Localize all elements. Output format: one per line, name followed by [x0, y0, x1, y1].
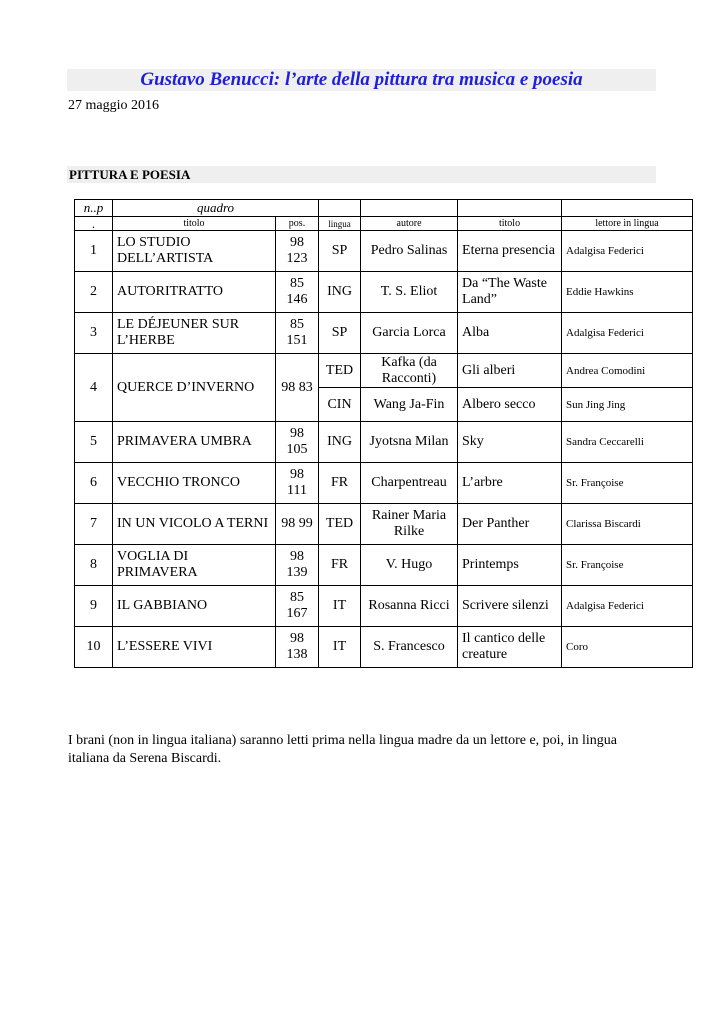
header-np: n..p [75, 200, 113, 217]
row-number: 7 [75, 504, 113, 545]
painting-title: VECCHIO TRONCO [113, 463, 276, 504]
header-empty-cell [562, 200, 693, 217]
header-quadro: quadro [113, 200, 319, 217]
painting-title: VOGLIA DI PRIMAVERA [113, 545, 276, 586]
table-row [75, 313, 693, 354]
table-row [75, 463, 693, 504]
reader-name: Adalgisa Federici [562, 313, 693, 354]
table-row [75, 422, 693, 463]
language-code: SP [319, 231, 361, 272]
poem-author: Kafka (da Racconti) [361, 354, 458, 388]
poem-author: V. Hugo [361, 545, 458, 586]
poem-title: Scrivere silenzi [458, 586, 562, 627]
section-heading: PITTURA E POESIA [69, 167, 191, 182]
language-code: ING [319, 422, 361, 463]
painting-title: QUERCE D’INVERNO [113, 354, 276, 422]
painting-position: 85 146 [276, 272, 319, 313]
language-code: TED [319, 504, 361, 545]
row-number: 6 [75, 463, 113, 504]
painting-position: 98 139 [276, 545, 319, 586]
poem-title: Il cantico delle creature [458, 627, 562, 668]
painting-position: 98 138 [276, 627, 319, 668]
painting-position: 98 105 [276, 422, 319, 463]
reader-name: Adalgisa Federici [562, 586, 693, 627]
poem-title: Da “The Waste Land” [458, 272, 562, 313]
table-row [75, 354, 693, 388]
painting-title: AUTORITRATTO [113, 272, 276, 313]
reader-name: Clarissa Biscardi [562, 504, 693, 545]
poem-title: Eterna presencia [458, 231, 562, 272]
header-empty-cell [319, 200, 361, 217]
row-number: 3 [75, 313, 113, 354]
poem-author: S. Francesco [361, 627, 458, 668]
table-row [75, 586, 693, 627]
painting-title: LO STUDIO DELL’ARTISTA [113, 231, 276, 272]
table-row [75, 272, 693, 313]
header-empty-cell [361, 200, 458, 217]
painting-position: 98 99 [276, 504, 319, 545]
reader-name: Sr. Françoise [562, 545, 693, 586]
painting-title: PRIMAVERA UMBRA [113, 422, 276, 463]
painting-position: 85 167 [276, 586, 319, 627]
header-np-cont: . [75, 217, 113, 231]
title-band [67, 69, 656, 91]
poem-author: Pedro Salinas [361, 231, 458, 272]
header-lingua: lingua [319, 217, 361, 231]
table-header-top [75, 200, 693, 217]
language-code: FR [319, 463, 361, 504]
poem-title: Gli alberi [458, 354, 562, 388]
poem-author: Rainer Maria Rilke [361, 504, 458, 545]
poem-title: Sky [458, 422, 562, 463]
header-pos: pos. [276, 217, 319, 231]
table-row [75, 545, 693, 586]
reader-name: Sandra Ceccarelli [562, 422, 693, 463]
table-row [75, 504, 693, 545]
painting-title: IN UN VICOLO A TERNI [113, 504, 276, 545]
header-empty-cell [458, 200, 562, 217]
reader-name: Coro [562, 627, 693, 668]
poem-author: Wang Ja-Fin [361, 388, 458, 422]
row-number: 8 [75, 545, 113, 586]
painting-position: 98 83 [276, 354, 319, 422]
reader-name: Andrea Comodini [562, 354, 693, 388]
header-lettore: lettore in lingua [562, 217, 693, 231]
reader-name: Adalgisa Federici [562, 231, 693, 272]
language-code: ING [319, 272, 361, 313]
painting-title: LE DÉJEUNER SUR L’HERBE [113, 313, 276, 354]
row-number: 9 [75, 586, 113, 627]
language-code: IT [319, 627, 361, 668]
row-number: 2 [75, 272, 113, 313]
header-autore: autore [361, 217, 458, 231]
row-number: 4 [75, 354, 113, 422]
row-number: 1 [75, 231, 113, 272]
language-code: TED [319, 354, 361, 388]
language-code: IT [319, 586, 361, 627]
header-titolo-poesia: titolo [458, 217, 562, 231]
document-title: Gustavo Benucci: l’arte della pittura tra musica e poesia [140, 69, 583, 90]
painting-title: IL GABBIANO [113, 586, 276, 627]
table-row [75, 231, 693, 272]
row-number: 10 [75, 627, 113, 668]
poem-author: Rosanna Ricci [361, 586, 458, 627]
table-row [75, 627, 693, 668]
language-code: SP [319, 313, 361, 354]
poem-title: Alba [458, 313, 562, 354]
painting-position: 98 111 [276, 463, 319, 504]
painting-position: 85 151 [276, 313, 319, 354]
language-code: FR [319, 545, 361, 586]
reader-name: Sun Jing Jing [562, 388, 693, 422]
poem-title: L’arbre [458, 463, 562, 504]
poem-title: Printemps [458, 545, 562, 586]
table-header-sub [75, 217, 693, 231]
poem-author: Garcia Lorca [361, 313, 458, 354]
poem-title: Der Panther [458, 504, 562, 545]
language-code: CIN [319, 388, 361, 422]
poem-author: Charpentreau [361, 463, 458, 504]
section-band [67, 166, 656, 183]
poem-author: Jyotsna Milan [361, 422, 458, 463]
painting-title: L’ESSERE VIVI [113, 627, 276, 668]
poem-author: T. S. Eliot [361, 272, 458, 313]
reader-name: Eddie Hawkins [562, 272, 693, 313]
footer-note: I brani (non in lingua italiana) saranno letti prima nella lingua madre da un lettore e, poi, in lingua italiana da Serena Biscardi. [68, 733, 617, 766]
header-titolo: titolo [113, 217, 276, 231]
painting-position: 98 123 [276, 231, 319, 272]
program-table [74, 199, 693, 668]
row-number: 5 [75, 422, 113, 463]
document-date: 27 maggio 2016 [68, 98, 159, 113]
reader-name: Sr. Françoise [562, 463, 693, 504]
poem-title: Albero secco [458, 388, 562, 422]
